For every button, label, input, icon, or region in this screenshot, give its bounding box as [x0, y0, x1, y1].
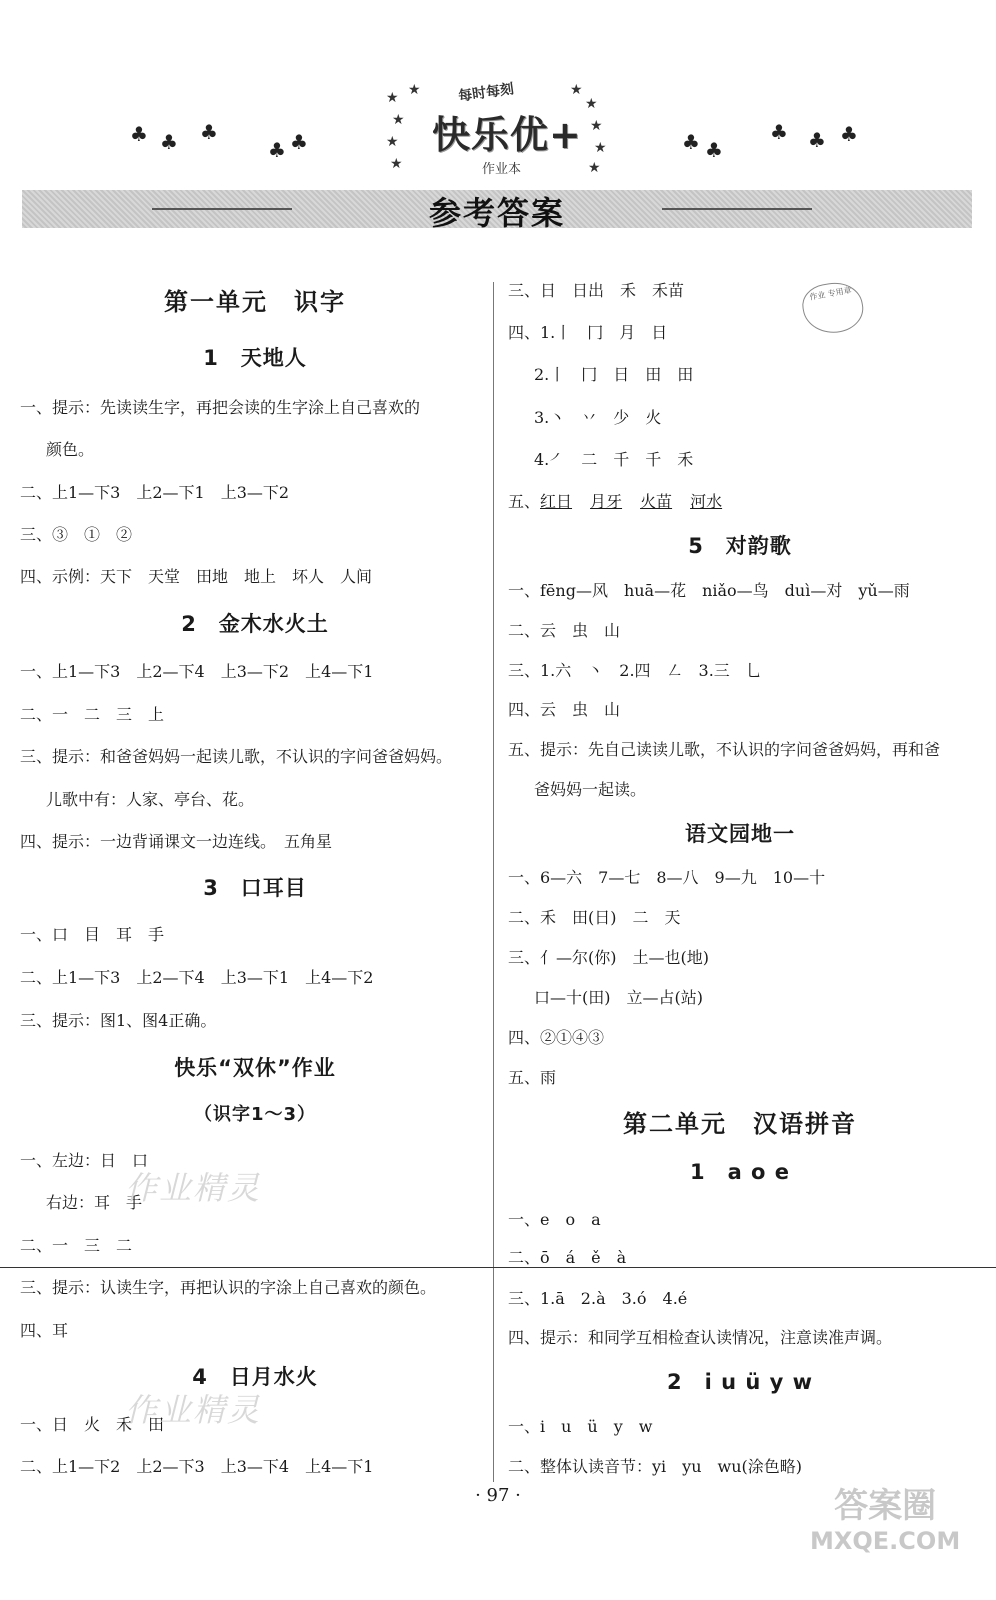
answer-line: 右边：耳 手: [46, 1193, 143, 1212]
clover-icon: ♣: [268, 138, 286, 162]
clover-icon: ♣: [290, 130, 308, 154]
answer-line: 四、提示：一边背诵课文一边连线。 五角星: [20, 832, 333, 851]
star-icon: ★: [392, 112, 405, 128]
unit-title: 第一单元 识字: [164, 288, 346, 316]
answer-line: 三、提示：和爸爸妈妈一起读儿歌，不认识的字问爸爸妈妈。: [20, 747, 453, 766]
lesson-title: 3 口耳目: [203, 876, 307, 900]
answer-line: 爸妈妈一起读。: [534, 780, 647, 799]
underlined-word: 火苗: [640, 492, 673, 511]
clover-icon: ♣: [130, 122, 148, 146]
section-title: 参考答案: [428, 194, 565, 232]
answer-line: 五、提示：先自己读读儿歌，不认识的字问爸爸妈妈，再和爸: [508, 740, 941, 759]
lesson-title: 快乐“双休”作业: [174, 1056, 336, 1080]
answer-line: 一、日 火 禾 田: [20, 1415, 165, 1434]
star-icon: ★: [588, 160, 601, 176]
stamp-text: 作业 专用章: [808, 285, 853, 302]
answer-line: 一、i u ü y w: [508, 1417, 653, 1436]
answer-line: 三、1.ā 2.à 3.ó 4.é: [508, 1289, 688, 1308]
star-icon: ★: [386, 134, 399, 150]
lesson-title: 2 金木水火土: [181, 612, 329, 636]
answer-line: 二、云 虫 山: [508, 621, 621, 640]
unit-title: 第二单元 汉语拼音: [623, 1110, 857, 1138]
watermark: 作业精灵: [125, 1169, 262, 1207]
logo-tagline: 每时每刻: [457, 81, 515, 105]
answer-line: 三、提示：图1、图4正确。: [20, 1011, 217, 1030]
answer-line: 四、示例：天下 天堂 田地 地上 坏人 人间: [20, 567, 373, 586]
clover-icon: ♣: [160, 130, 178, 154]
answer-line: 一、e o a: [508, 1210, 601, 1229]
corner-watermark-url: MXQE.COM: [810, 1527, 961, 1555]
answer-line: 三、日 日出 禾 禾苗: [508, 281, 685, 300]
corner-watermark: [810, 1478, 960, 1555]
answer-line: 2.丨 冂 日 田 田: [534, 365, 694, 384]
section-title-bar: [22, 190, 972, 232]
answer-line: 3.丶 丷 少 火: [534, 408, 662, 427]
star-icon: ★: [594, 140, 607, 156]
underlined-word: 月牙: [590, 492, 623, 511]
star-icon: ★: [386, 90, 399, 106]
page-number: · 97 ·: [475, 1485, 521, 1506]
answer-line: 颜色。: [46, 440, 95, 459]
answer-line: 一、fēng—风 huā—花 niǎo—鸟 duì—对 yǔ—雨: [508, 581, 910, 600]
stamp-seal: [799, 278, 867, 338]
answer-line: 五、雨: [508, 1068, 557, 1087]
clover-icon: ♣: [840, 122, 858, 146]
page-header: [0, 60, 996, 190]
underlined-word: 河水: [690, 492, 723, 511]
answer-line: [508, 489, 740, 512]
answer-line: 四、耳: [20, 1321, 69, 1340]
answer-line: 二、上1—下2 上2—下3 上3—下4 上4—下1: [20, 1457, 374, 1476]
horizontal-rule: [0, 1267, 996, 1268]
answer-line: 一、上1—下3 上2—下4 上3—下2 上4—下1: [20, 662, 374, 681]
lesson-title: 5 对韵歌: [688, 534, 792, 558]
lesson-title: 1 a o e: [689, 1160, 791, 1184]
answer-line: 四、提示：和同学互相检查认读情况，注意读准声调。: [508, 1328, 893, 1347]
lesson-title: 1 天地人: [203, 346, 307, 370]
answer-line: 二、上1—下3 上2—下1 上3—下2: [20, 483, 290, 502]
answer-line: 4.㇒ 二 千 千 禾: [534, 450, 694, 469]
star-icon: ★: [570, 82, 583, 98]
answer-line: 一、口 目 耳 手: [20, 925, 165, 944]
logo-title: 快乐优+: [432, 113, 582, 157]
answer-line: 二、ō á ě à: [508, 1248, 627, 1267]
answer-line: 三、亻—尔(你) 土—也(地): [508, 948, 709, 967]
lesson-title: 语文园地一: [685, 822, 795, 846]
answer-line: 三、③ ① ②: [20, 525, 133, 544]
lesson-title: 2 i u ü y w: [666, 1370, 814, 1394]
answer-line: 四、云 虫 山: [508, 700, 621, 719]
answer-line: 四、②①④③: [508, 1028, 605, 1047]
answer-line: 一、左边：日 口: [20, 1151, 149, 1170]
answer-line: 四、1.丨 冂 月 日: [508, 323, 668, 342]
clover-icon: ♣: [682, 130, 700, 154]
logo-subtitle: 作业本: [482, 162, 522, 177]
answer-line: 三、提示：认读生字，再把认识的字涂上自己喜欢的颜色。: [20, 1278, 437, 1297]
answer-line: 儿歌中有：人家、亭台、花。: [46, 790, 255, 809]
answer-line: 一、提示：先读读生字，再把会读的生字涂上自己喜欢的: [20, 398, 421, 417]
star-icon: ★: [585, 96, 598, 112]
star-icon: ★: [590, 118, 603, 134]
answer-line: 二、禾 田(日) 二 天: [508, 908, 681, 927]
answer-line: 一、6—六 7—七 8—八 9—九 10—十: [508, 868, 826, 887]
clover-icon: ♣: [808, 128, 826, 152]
answer-line: 三、1.六 丶 2.四 ㇜ 3.三 乚: [508, 661, 762, 680]
star-icon: ★: [390, 156, 403, 172]
question-label: 五、: [508, 492, 541, 511]
star-icon: ★: [408, 82, 421, 98]
answer-line: 二、一 二 三 上: [20, 705, 165, 724]
column-divider: [493, 282, 494, 1482]
answer-line: 二、整体认读音节：yi yu wu(涂色略): [508, 1457, 802, 1476]
clover-icon: ♣: [770, 120, 788, 144]
answer-line: 二、上1—下3 上2—下4 上3—下1 上4—下2: [20, 968, 374, 987]
underlined-word: 红日: [540, 492, 573, 511]
corner-watermark-title: 答案圈: [834, 1486, 937, 1526]
lesson-title: 4 日月水火: [192, 1365, 318, 1389]
answer-line: 二、一 三 二: [20, 1236, 133, 1255]
clover-icon: ♣: [200, 120, 218, 144]
brand-logo: [410, 80, 590, 190]
watermark: 作业精灵: [125, 1391, 262, 1429]
lesson-subtitle: （识字1～3）: [193, 1104, 317, 1125]
answer-line: 口—十(田) 立—占(站): [534, 988, 703, 1007]
clover-icon: ♣: [705, 138, 723, 162]
